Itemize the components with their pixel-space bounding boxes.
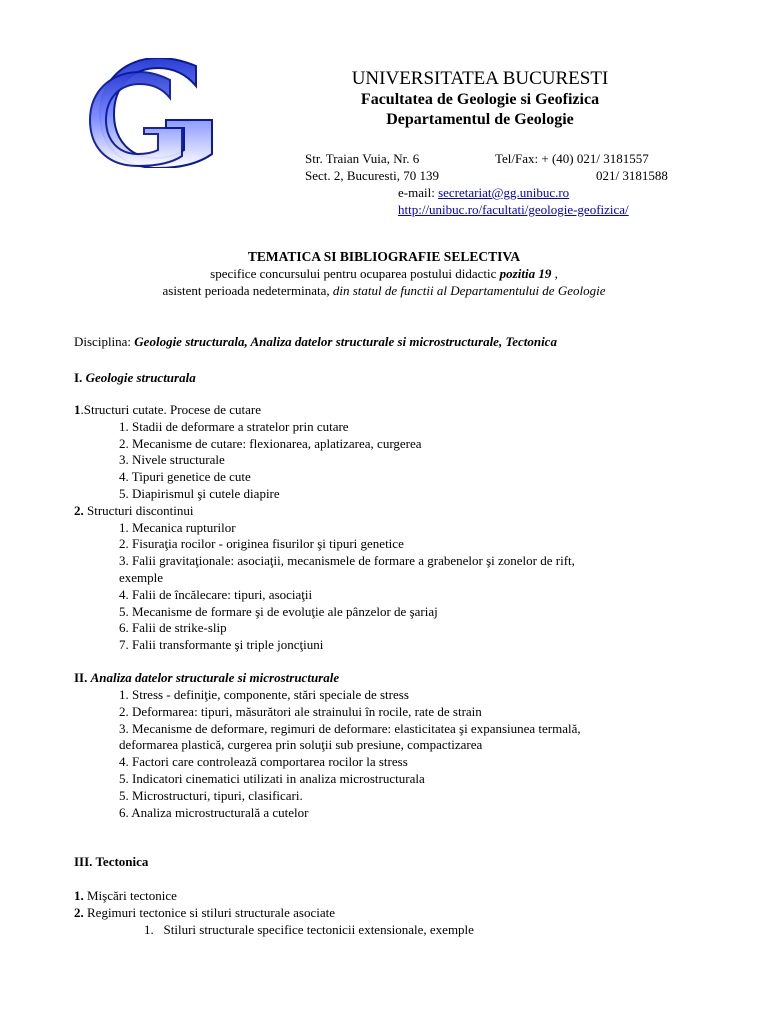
email-label: e-mail: — [398, 185, 435, 200]
item-number: 1 — [74, 402, 81, 417]
item-text: Stiluri structurale specifice tectonicii extensionale, exemple — [163, 921, 474, 937]
item-text: Structuri discontinui — [83, 502, 194, 518]
list-item: 4. Factori care controlează comportarea rocilor la stress — [119, 754, 408, 770]
discipline-label: Disciplina: — [74, 334, 135, 349]
list-item: 7. Falii transformante şi triple joncţiuni — [119, 637, 324, 653]
item-text: Regimuri tectonice si stiluri structurale asociate — [83, 904, 336, 920]
list-item: 1. Stadii de deformare a stratelor prin cutare — [119, 418, 349, 434]
faculty-name: Facultatea de Geologie si Geofizica — [360, 91, 600, 108]
section-1-list — [74, 402, 714, 654]
list-item — [74, 888, 714, 905]
discipline-value: Geologie structurala, Analiza datelor structurale si microstructurale, Tectonica — [134, 334, 557, 349]
list-item: 5. Diapirismul şi cutele diapire — [119, 485, 280, 501]
section-3-list — [74, 888, 714, 938]
list-item: 5. Microstructuri, tipuri, clasificari. — [119, 787, 303, 803]
website-link[interactable]: http://unibuc.ro/facultati/geologie-geofizica/ — [398, 202, 629, 217]
title-line-2 — [0, 265, 768, 282]
section-2-title: Analiza datelor structurale si microstructurale — [90, 670, 340, 685]
list-item: 2. Deformarea: tipuri, măsurători ale strainului în rocile, rate de strain — [119, 703, 482, 719]
item-text: Mişcări tectonice — [83, 888, 177, 903]
section-3-title: III. Tectonica — [74, 854, 149, 869]
item-number: 2. — [74, 502, 84, 518]
list-item: 5. Mecanisme de formare şi de evoluţie ale pânzelor de şariaj — [119, 603, 438, 619]
contact-phone2: 021/ 3181588 — [596, 168, 668, 183]
contact-sector: Sect. 2, Bucuresti, 70 139 — [305, 168, 439, 183]
faculty-logo — [78, 58, 218, 168]
contact-url-row — [398, 201, 629, 218]
section-1-heading — [74, 370, 714, 387]
list-item-continuation: deformarea plastică, curgerea prin soluţii sub presiune, compactizarea — [119, 737, 483, 753]
department-name: Departamentul de Geologie — [386, 111, 574, 128]
contact-street: Str. Traian Vuia, Nr. 6 — [305, 151, 420, 166]
list-item: 3. Mecanisme de deformare, regimuri de deformare: elasticitatea şi expansiunea termală, — [119, 720, 581, 736]
section-1-title: Geologie structurala — [85, 370, 196, 385]
list-item-continuation: exemple — [119, 569, 164, 585]
section-2-list — [74, 687, 714, 821]
title-block — [0, 248, 768, 299]
section-1-number: I. — [74, 370, 86, 385]
title-line-2-suffix: , — [551, 266, 558, 281]
item-number: 2. — [74, 904, 84, 920]
list-item — [74, 905, 714, 922]
list-item: 5. Indicatori cinematici utilizati in analiza microstructurala — [119, 770, 425, 786]
item-text: .Structuri cutate. Procese de cutare — [80, 402, 261, 417]
list-item: 2. Fisuraţia rocilor - originea fisurilor şi tipuri genetice — [119, 536, 404, 552]
letterhead — [290, 68, 670, 130]
list-item: 2. Mecanisme de cutare: flexionarea, aplatizarea, curgerea — [119, 435, 422, 451]
position-number: pozitia 19 — [499, 266, 552, 281]
contact-email-row — [398, 184, 569, 201]
item-number: 1. — [74, 888, 84, 903]
list-item: 6. Falii de strike-slip — [119, 620, 227, 636]
title-line-2-prefix: specifice concursului pentru ocuparea postului didactic — [210, 266, 500, 281]
list-item: 3. Nivele structurale — [119, 452, 225, 468]
list-item: 4. Falii de încălecare: tipuri, asociaţii — [119, 586, 313, 602]
list-item: 6. Analiza microstructurală a cutelor — [119, 804, 309, 820]
list-item — [74, 402, 714, 419]
section-2-heading — [74, 670, 714, 687]
list-item: 4. Tipuri genetice de cute — [119, 469, 251, 485]
contact-phone: Tel/Fax: + (40) 021/ 3181557 — [495, 151, 649, 166]
list-item: 1. Mecanica rupturilor — [119, 519, 236, 535]
document-title: TEMATICA SI BIBLIOGRAFIE SELECTIVA — [247, 249, 521, 264]
list-item — [74, 503, 714, 520]
section-3-heading — [74, 854, 714, 871]
list-item: 1. Stress - definiţie, componente, stări speciale de stress — [119, 687, 409, 702]
email-link[interactable]: secretariat@gg.unibuc.ro — [438, 185, 570, 200]
item-number: 1. — [144, 921, 154, 937]
title-line-3 — [0, 282, 768, 299]
section-2-number: II. — [74, 670, 91, 685]
discipline-line — [74, 334, 714, 351]
title-line-3-prefix: asistent perioada nedeterminata, — [162, 283, 333, 298]
university-name: UNIVERSITATEA BUCURESTI — [351, 68, 609, 89]
list-item — [74, 922, 714, 939]
title-line-3-italic: din statul de functii al Departamentului de Geologie — [332, 283, 606, 298]
list-item: 3. Falii gravitaţionale: asociaţii, mecanismele de formare a grabenelor şi zonelor de rift, — [119, 553, 575, 569]
